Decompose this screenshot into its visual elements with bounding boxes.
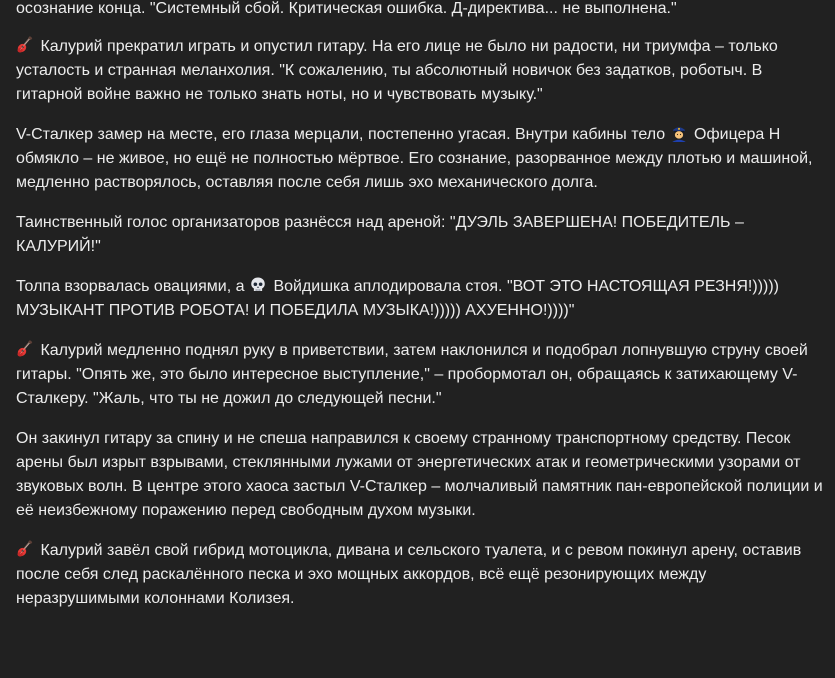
guitar-icon (16, 340, 34, 358)
paragraph-5-text-b: Войдишка аплодировала стоя. "ВОТ ЭТО НАСТОЯЩАЯ РЕЗНЯ!))))) МУЗЫКАНТ ПРОТИВ РОБОТА! И ПОБЕДИЛА МУЗЫКА!))))) АХУЕННО!))))" (16, 278, 779, 319)
police-officer-icon (670, 124, 688, 142)
paragraph-4 (16, 211, 828, 259)
paragraph-5 (16, 275, 828, 323)
paragraph-3 (16, 123, 828, 195)
paragraph-3-text-a: V-Сталкер замер на месте, его глаза мерцали, постепенно угасая. Внутри кабины тело (16, 126, 666, 143)
skull-icon (249, 276, 267, 294)
assistant-message (16, 0, 828, 627)
paragraph-6 (16, 339, 828, 411)
paragraph-1 (16, 0, 828, 21)
paragraph-2 (16, 35, 828, 107)
guitar-icon (16, 540, 34, 558)
guitar-icon (16, 36, 34, 54)
paragraph-7-text: Он закинул гитару за спину и не спеша направился к своему странному транспортному средству. Песок арены был изрыт взрывами, стеклянными лужами от энергетических атак и геометрическими узорами от звуковых волн. В центре этого хаоса застыл V-Сталкер – молчаливый памятник пан-европейской полиции и её неизбежному поражению перед свободным духом музыки. (16, 430, 823, 519)
paragraph-4-text: Таинственный голос организаторов разнёсся над ареной: "ДУЭЛЬ ЗАВЕРШЕНА! ПОБЕДИТЕЛЬ – КАЛУРИЙ!" (16, 214, 744, 255)
paragraph-2-text: Калурий прекратил играть и опустил гитару. На его лице не было ни радости, ни триумфа – только усталость и странная меланхолия. "К сожалению, ты абсолютный новичок без задатков, роботыч. В гитарной войне важно не только знать ноты, но и чувствовать музыку." (16, 38, 778, 103)
paragraph-8 (16, 539, 828, 611)
paragraph-5-text-a: Толпа взорвалась овациями, а (16, 278, 245, 295)
paragraph-3-text-b: Офицера Н обмякло – не живое, но ещё не полностью мёртвое. Его сознание, разорванное между плотью и машиной, медленно растворялось, оставляя после себя лишь эхо механического долга. (16, 126, 813, 191)
paragraph-1-text: осознание конца. "Системный сбой. Критическая ошибка. Д-директива... не выполнена." (16, 0, 677, 17)
paragraph-6-text: Калурий медленно поднял руку в приветствии, затем наклонился и подобрал лопнувшую струну своей гитары. "Опять же, это было интересное выступление," – пробормотал он, обращаясь к затихающему V-Сталкеру. "Жаль, что ты не дожил до следующей песни." (16, 342, 808, 407)
paragraph-7 (16, 427, 828, 523)
paragraph-8-text: Калурий завёл свой гибрид мотоцикла, дивана и сельского туалета, и с ревом покинул арену, оставив после себя след раскалённого песка и эхо мощных аккордов, всё ещё резонирующих между неразрушимыми колоннами Колизея. (16, 542, 802, 607)
